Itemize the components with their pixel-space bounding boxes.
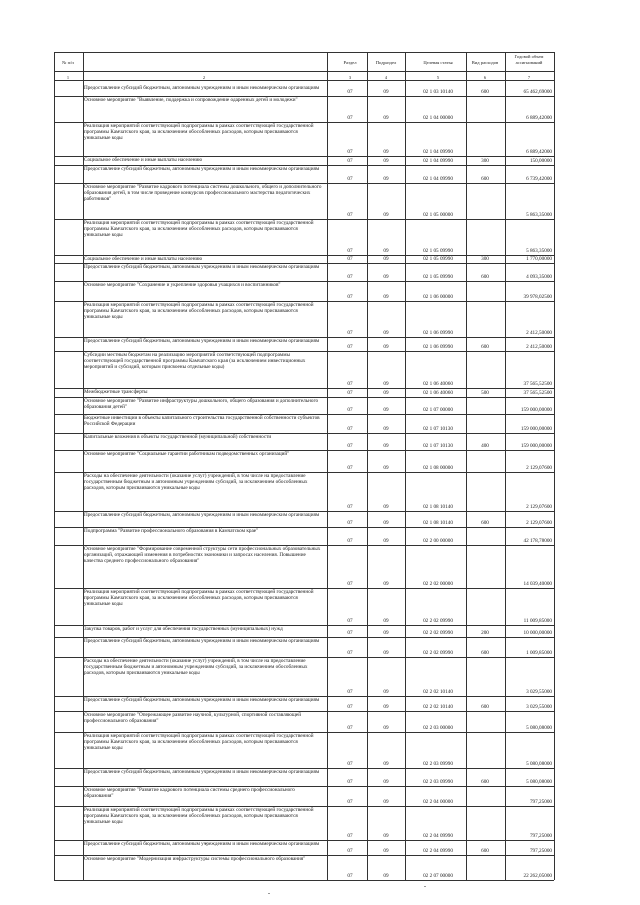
row-expense-kind: 600 (481, 274, 489, 280)
header-col-podrazdel: Подраздел (375, 60, 397, 65)
row-target-article: 02 1 06 40060 (423, 381, 453, 387)
row-target-article: 02 1 08 00000 (423, 465, 453, 471)
row-description: Реализация мероприятий соответствующей подпрограммы в рамках соответствующей государственной программы Камчатского края, за исключением обособленных расходов, которым присваиваются уникальные коды (84, 733, 314, 752)
row-expense-kind: 600 (481, 848, 489, 854)
row-podrazdel: 09 (383, 407, 389, 413)
row-podrazdel: 09 (383, 256, 389, 262)
row-description: Социальное обеспечение и иные выплаты населению (84, 157, 203, 163)
row-expense-kind: 600 (481, 779, 489, 785)
row-description: Закупка товаров, работ и услуг для обеспечения государственных (муниципальных) нужд (84, 626, 283, 632)
row-description: Предоставление субсидий бюджетным, автономным учреждениям и иным некоммерческим организациям (84, 697, 320, 703)
row-expense-kind: 500 (481, 390, 489, 396)
row-razdel: 07 (347, 833, 353, 839)
column-number-4: 4 (384, 75, 388, 80)
row-razdel: 07 (347, 426, 353, 432)
row-annual-sum: 159 000,00000 (520, 426, 552, 432)
row-podrazdel: 09 (383, 689, 389, 695)
row-description: Предоставление субсидий бюджетным, автономным учреждениям и иным некоммерческим организациям (84, 166, 320, 172)
row-razdel: 07 (347, 848, 353, 854)
row-annual-sum: 159 000,00000 (520, 407, 552, 413)
row-razdel: 07 (347, 212, 353, 218)
row-podrazdel: 09 (383, 344, 389, 350)
row-description: Предоставление субсидий бюджетным, автономным учреждениям и иным некоммерческим организациям (84, 85, 320, 91)
row-target-article: 02 2 02 10140 (423, 689, 453, 695)
row-target-article: 02 1 05 09990 (423, 256, 453, 262)
row-podrazdel: 09 (383, 443, 389, 449)
row-expense-kind: 300 (481, 256, 489, 262)
header-col-article: Целевая статья (423, 60, 453, 65)
row-description: Подпрограмма "Развитие профессионального образования в Камчатском крае" (84, 528, 259, 534)
row-podrazdel: 09 (383, 618, 389, 624)
row-razdel: 07 (347, 274, 353, 280)
row-razdel: 07 (347, 618, 353, 624)
column-number-1: 1 (66, 75, 70, 80)
row-target-article: 02 1 07 10130 (423, 443, 453, 449)
row-annual-sum: 65 462,69000 (523, 89, 552, 95)
row-target-article: 02 1 04 00000 (423, 115, 453, 121)
row-description: Основное мероприятие "Модернизация инфраструктуры системы профессионального образования" (84, 856, 306, 862)
row-podrazdel: 09 (383, 274, 389, 280)
row-razdel: 07 (347, 799, 353, 805)
row-description: Капитальные вложения в объекты государственной (муниципальной) собственности (84, 434, 272, 440)
row-razdel: 07 (347, 761, 353, 767)
row-podrazdel: 09 (383, 520, 389, 526)
row-annual-sum: 5 080,08000 (526, 761, 552, 767)
row-razdel: 07 (347, 504, 353, 510)
row-target-article: 02 1 03 10140 (423, 89, 453, 95)
row-podrazdel: 09 (383, 650, 389, 656)
row-expense-kind: 600 (481, 89, 489, 95)
row-annual-sum: 150,00000 (529, 158, 552, 164)
header-col-razdel: Раздел (343, 60, 357, 65)
row-description: Реализация мероприятий соответствующей подпрограммы в рамках соответствующей государственной программы Камчатского края, за исключением обособленных расходов, которым присваиваются уникальные коды (84, 807, 314, 826)
row-annual-sum: 42 178,78000 (523, 538, 552, 544)
header-col-kind: Вид расходов (471, 60, 499, 65)
row-annual-sum: 797,25000 (529, 799, 552, 805)
row-razdel: 07 (347, 779, 353, 785)
row-target-article: 02 2 03 09990 (423, 761, 453, 767)
row-annual-sum: 37 565,52500 (523, 390, 552, 396)
row-description: Предоставление субсидий бюджетным, автономным учреждениям и иным некоммерческим организациям (84, 338, 320, 344)
row-podrazdel: 09 (383, 89, 389, 95)
row-target-article: 02 1 08 10140 (423, 504, 453, 510)
row-annual-sum: 6 889,42000 (526, 115, 552, 121)
row-razdel: 07 (347, 256, 353, 262)
row-description: Предоставление субсидий бюджетным, автономным учреждениям и иным некоммерческим организациям (84, 638, 320, 644)
row-expense-kind: 200 (481, 630, 489, 636)
row-podrazdel: 09 (383, 115, 389, 121)
row-target-article: 02 1 05 09990 (423, 274, 453, 280)
row-razdel: 07 (347, 330, 353, 336)
row-target-article: 02 2 03 09990 (423, 779, 453, 785)
row-razdel: 07 (347, 725, 353, 731)
row-annual-sum: 39 978,02500 (523, 294, 552, 300)
row-description: Предоставление субсидий бюджетным, автономным учреждениям и иным некоммерческим организациям (84, 769, 320, 775)
table-column-rule (54, 52, 55, 880)
row-podrazdel: 09 (383, 833, 389, 839)
row-razdel: 07 (347, 465, 353, 471)
row-description: Основное мероприятие "Развитие инфраструктуры дошкольного, общего образования и дополнительного образования детей" (84, 398, 319, 411)
table-rule (54, 80, 554, 81)
row-razdel: 07 (347, 520, 353, 526)
row-podrazdel: 09 (383, 426, 389, 432)
row-expense-kind: 300 (481, 158, 489, 164)
row-annual-sum: 3 029,55000 (526, 704, 552, 710)
row-razdel: 07 (347, 873, 353, 879)
row-annual-sum: 3 029,55000 (526, 689, 552, 695)
table-column-rule (554, 52, 555, 880)
row-annual-sum: 5 863,35000 (526, 212, 552, 218)
column-number-2: 2 (202, 75, 206, 80)
row-target-article: 02 2 04 00000 (423, 799, 453, 805)
row-target-article: 02 1 04 09990 (423, 158, 453, 164)
row-expense-kind: 600 (481, 344, 489, 350)
row-annual-sum: 2 412,50000 (526, 330, 552, 336)
row-target-article: 02 2 04 09990 (423, 848, 453, 854)
row-annual-sum: 797,25000 (529, 833, 552, 839)
row-annual-sum: 797,25000 (529, 848, 552, 854)
row-annual-sum: 4 093,35000 (526, 274, 552, 280)
row-podrazdel: 09 (383, 581, 389, 587)
row-razdel: 07 (347, 158, 353, 164)
row-razdel: 07 (347, 538, 353, 544)
row-podrazdel: 09 (383, 390, 389, 396)
row-annual-sum: 6 739,42000 (526, 176, 552, 182)
row-podrazdel: 09 (383, 630, 389, 636)
row-target-article: 02 2 03 00000 (423, 725, 453, 731)
row-podrazdel: 09 (383, 149, 389, 155)
row-description: Реализация мероприятий соответствующей подпрограммы в рамках соответствующей государственной программы Камчатского края, за исключением обособленных расходов, которым присваиваются уникальные коды (84, 220, 314, 239)
row-razdel: 07 (347, 630, 353, 636)
row-description: Межбюджетные трансферты (84, 389, 148, 395)
row-annual-sum: 2 129,07600 (526, 504, 552, 510)
row-annual-sum: 2 129,07600 (526, 465, 552, 471)
row-description: Основное мероприятие "Развитие кадрового потенциала системы среднего профессионального образования" (84, 787, 295, 800)
column-number-5: 5 (436, 75, 440, 80)
row-razdel: 07 (347, 344, 353, 350)
row-description: Реализация мероприятий соответствующей подпрограммы в рамках соответствующей государственной программы Камчатского края, за исключением обособленных расходов, которым присваиваются уникальные коды (84, 123, 314, 142)
row-podrazdel: 09 (383, 504, 389, 510)
row-annual-sum: 22 262,05000 (523, 873, 552, 879)
row-razdel: 07 (347, 248, 353, 254)
row-target-article: 02 1 06 09990 (423, 344, 453, 350)
row-annual-sum: 1 009,85000 (526, 650, 552, 656)
row-annual-sum: 37 565,52500 (523, 381, 552, 387)
column-number-7: 7 (527, 75, 531, 80)
row-target-article: 02 2 02 00000 (423, 581, 453, 587)
row-target-article: 02 2 02 09990 (423, 618, 453, 624)
row-podrazdel: 09 (383, 725, 389, 731)
row-target-article: 02 1 05 09990 (423, 248, 453, 254)
row-description: Субсидии местным бюджетам на реализацию мероприятий соответствующей подпрограммы соответствующей государственной программы Камчатского края (за исключением инвестиционных мероприятий и субсидий, которым присвоены отдельные коды) (84, 352, 306, 371)
row-description: Предоставление субсидий бюджетным, автономным учреждениям и иным некоммерческим организациям (84, 512, 320, 518)
row-description: Основное мероприятие "Развитие кадрового потенциала системы дошкольного, общего и дополнительного образования детей, в том числе проведение конкурсов профессионального мастерства педагогических работников" (84, 184, 322, 203)
row-description: Реализация мероприятий соответствующей подпрограммы в рамках соответствующей государственной программы Камчатского края, за исключением обособленных расходов, которым присваиваются уникальные коды (84, 302, 314, 321)
row-target-article: 02 1 07 00000 (423, 407, 453, 413)
row-target-article: 02 2 02 09990 (423, 630, 453, 636)
row-podrazdel: 09 (383, 761, 389, 767)
row-description: Бюджетные инвестиции в объекты капитального строительства государственной собственности субъектов Российской Федерации (84, 415, 320, 428)
row-razdel: 07 (347, 407, 353, 413)
row-podrazdel: 09 (383, 873, 389, 879)
row-description: Предоставление субсидий бюджетным, автономным учреждениям и иным некоммерческим организациям (84, 264, 320, 270)
row-target-article: 02 1 06 09990 (423, 330, 453, 336)
row-razdel: 07 (347, 176, 353, 182)
row-razdel: 07 (347, 381, 353, 387)
row-podrazdel: 09 (383, 294, 389, 300)
row-description: Расходы на обеспечение деятельности (оказание услуг) учреждений, в том числе на предоставление государственным бюджетным и автономным учреждениям субсидий, за исключением обособленных расходов, которым присваиваются уникальные коды (84, 473, 308, 492)
row-razdel: 07 (347, 443, 353, 449)
row-expense-kind: 600 (481, 520, 489, 526)
row-target-article: 02 1 04 09990 (423, 176, 453, 182)
row-podrazdel: 09 (383, 848, 389, 854)
row-annual-sum: 5 080,08000 (526, 725, 552, 731)
row-annual-sum: 5 080,08000 (526, 779, 552, 785)
row-razdel: 07 (347, 650, 353, 656)
row-podrazdel: 09 (383, 330, 389, 336)
row-razdel: 07 (347, 581, 353, 587)
row-expense-kind: 600 (481, 704, 489, 710)
row-annual-sum: 11 009,85000 (523, 618, 552, 624)
row-description: Расходы на обеспечение деятельности (оказание услуг) учреждений, в том числе на предоставление государственным бюджетным и автономным учреждениям субсидий, за исключением обособленных расходов, которым присваиваются уникальные коды (84, 658, 308, 677)
row-annual-sum: 159 000,00000 (520, 443, 552, 449)
row-expense-kind: 600 (481, 176, 489, 182)
row-podrazdel: 09 (383, 799, 389, 805)
table-rule (54, 880, 554, 881)
row-target-article: 02 1 04 09990 (423, 149, 453, 155)
row-podrazdel: 09 (383, 248, 389, 254)
row-podrazdel: 09 (383, 212, 389, 218)
row-annual-sum: 2 129,07600 (526, 520, 552, 526)
row-target-article: 02 2 00 00000 (423, 538, 453, 544)
row-podrazdel: 09 (383, 779, 389, 785)
row-description: Основное мероприятие "Социальные гарантии работникам подведомственных организаций" (84, 451, 290, 457)
row-target-article: 02 1 08 10140 (423, 520, 453, 526)
row-target-article: 02 1 07 10130 (423, 426, 453, 432)
row-razdel: 07 (347, 89, 353, 95)
row-description: Социальное обеспечение и иные выплаты населению (84, 256, 203, 262)
row-target-article: 02 2 04 09990 (423, 833, 453, 839)
row-target-article: 02 1 06 00000 (423, 294, 453, 300)
row-razdel: 07 (347, 294, 353, 300)
header-col-num: № п/п (62, 60, 74, 65)
row-annual-sum: 1 770,00000 (526, 256, 552, 262)
row-description: Реализация мероприятий соответствующей подпрограммы в рамках соответствующей государственной программы Камчатского края, за исключением обособленных расходов, которым присваиваются уникальные коды (84, 589, 314, 608)
table-rule (54, 71, 554, 72)
row-expense-kind: 400 (481, 443, 489, 449)
header-col-sum: Годовой объем ассигнований (514, 54, 544, 65)
row-description: Основное мероприятие "Опережающее развитие научной, культурной, спортивной составляющей профессионального образования" (84, 712, 302, 725)
row-razdel: 07 (347, 115, 353, 121)
row-target-article: 02 2 02 09990 (423, 650, 453, 656)
row-target-article: 02 2 02 10140 (423, 704, 453, 710)
row-target-article: 02 2 07 00000 (423, 873, 453, 879)
row-razdel: 07 (347, 149, 353, 155)
row-annual-sum: 10 000,00000 (523, 630, 552, 636)
row-target-article: 02 1 06 40060 (423, 390, 453, 396)
row-razdel: 07 (347, 704, 353, 710)
row-annual-sum: 14 039,40000 (523, 581, 552, 587)
row-podrazdel: 09 (383, 465, 389, 471)
table-column-rule (327, 52, 328, 880)
row-podrazdel: 09 (383, 704, 389, 710)
row-annual-sum: 2 412,50000 (526, 344, 552, 350)
row-target-article: 02 1 05 00000 (423, 212, 453, 218)
column-number-3: 3 (348, 75, 352, 80)
scan-speck (424, 886, 426, 887)
row-podrazdel: 09 (383, 381, 389, 387)
row-podrazdel: 09 (383, 538, 389, 544)
row-podrazdel: 09 (383, 176, 389, 182)
row-podrazdel: 09 (383, 158, 389, 164)
row-description: Основное мероприятие "Сохранение и укрепление здоровья учащихся и воспитанников" (84, 282, 281, 288)
row-razdel: 07 (347, 390, 353, 396)
row-description: Основное мероприятие "Формирование современной структуры сети профессиональных образовательных организаций, отражающей изменения в потребностях экономики и запросах населения. Повышение качества среднего профессионального образования" (84, 546, 321, 565)
row-description: Основное мероприятие "Выявление, поддержка и сопровождение одаренных детей и молодежи" (84, 97, 298, 103)
row-razdel: 07 (347, 689, 353, 695)
row-annual-sum: 6 889,42000 (526, 149, 552, 155)
table-rule (54, 52, 554, 53)
row-annual-sum: 5 863,35000 (526, 248, 552, 254)
column-number-6: 6 (483, 75, 487, 80)
scan-speck (268, 893, 270, 894)
row-expense-kind: 600 (481, 650, 489, 656)
row-description: Предоставление субсидий бюджетным, автономным учреждениям и иным некоммерческим организациям (84, 841, 320, 847)
